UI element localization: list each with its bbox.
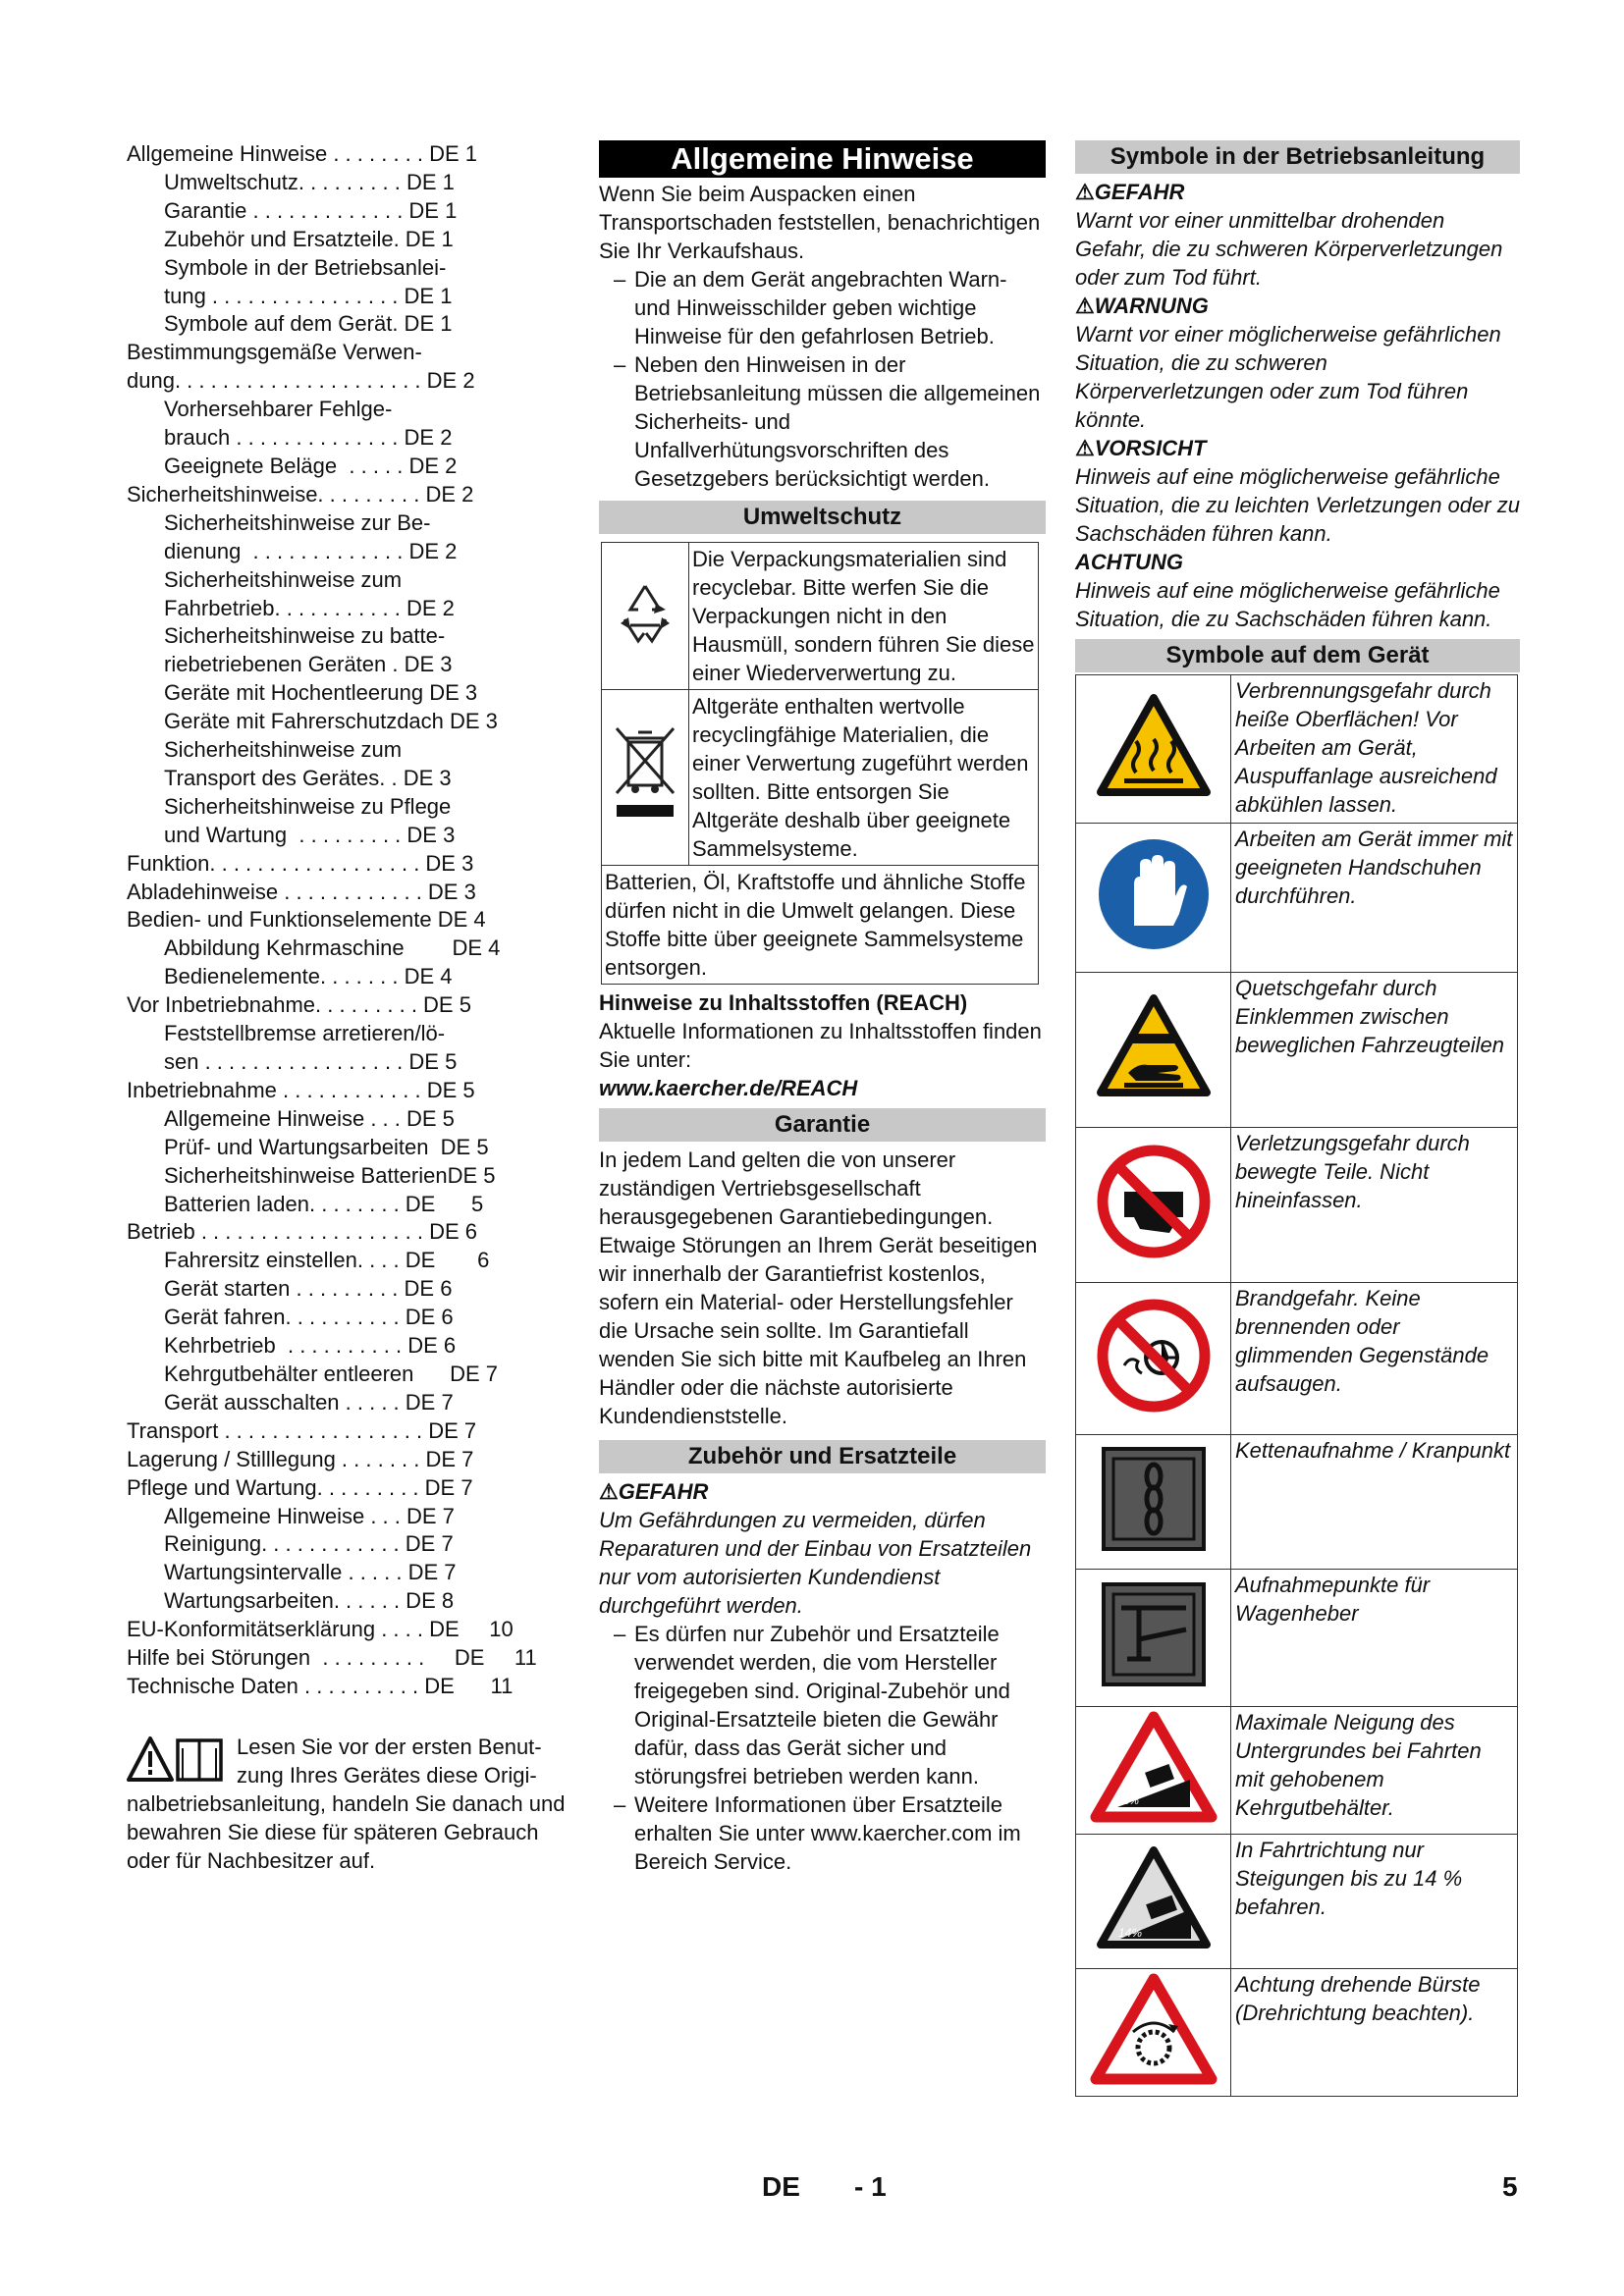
device-symbol-text: Kettenaufnahme / Kranpunkt — [1231, 1435, 1518, 1570]
toc-entry[interactable]: Symbole in der Betriebsanlei- — [164, 254, 447, 280]
hot-surface-icon — [1095, 692, 1213, 807]
section-title-warranty: Garantie — [599, 1108, 1046, 1142]
recycle-text: Die Verpackungsmaterialien sind recyclebar. Bitte werfen Sie die Verpackungen nicht in den Hausmüll, sondern führen Sie diese einer Wiederverwertung zu. — [689, 543, 1039, 690]
slope-label: 14% — [1117, 1925, 1142, 1940]
device-symbol-text: Verletzungsgefahr durch bewegte Teile. Nicht hineinfassen. — [1231, 1128, 1518, 1283]
environment-table — [601, 542, 1039, 985]
no-burning-objects-icon — [1095, 1297, 1213, 1421]
device-symbol-row — [1076, 1969, 1518, 2097]
toc-entry[interactable]: Kehrgutbehälter entleeren DE 7 — [164, 1361, 498, 1386]
device-symbol-icon-cell — [1076, 1835, 1231, 1969]
toc-entry[interactable]: Allgemeine Hinweise . . . DE 7 — [164, 1503, 455, 1528]
footer-language: DE — [762, 2171, 800, 2202]
read-note-line2: zung Ihres Gerätes diese Origi- — [237, 1762, 537, 1788]
toc-entry[interactable]: EU-Konformitätserklärung . . . . DE 10 — [127, 1617, 514, 1642]
toc-entry[interactable]: Gerät ausschalten . . . . . DE 7 — [164, 1389, 454, 1415]
toc-entry[interactable]: Technische Daten . . . . . . . . . . DE 11 — [127, 1673, 514, 1698]
device-symbol-text: Maximale Neigung des Untergrundes bei Fahrten mit gehobenem Kehrgutbehälter. — [1231, 1707, 1518, 1835]
toc-entry[interactable]: Betrieb . . . . . . . . . . . . . . . . . . . DE 6 — [127, 1219, 477, 1245]
toc-entry[interactable]: Reinigung. . . . . . . . . . . . DE 7 — [164, 1531, 454, 1557]
device-symbol-row — [1076, 973, 1518, 1128]
warranty-text: In jedem Land gelten die von unserer zuständigen Vertriebsgesellschaft herausgegebenen Garantiebedingungen. Etwaige Störungen an Ihrem Gerät beseitigen wir innerhalb der Garantiefrist kostenlos, sofern ein Material- oder Herstellungsfehler die Ursache sein sollte. Im Garantiefall wenden Sie sich bitte mit Kaufbeleg an Ihren Händler oder die nächste autorisierte Kundendienststelle. — [599, 1148, 1038, 1428]
device-symbol-icon-cell — [1076, 1707, 1231, 1835]
toc-entry[interactable]: Wartungsarbeiten. . . . . . DE 8 — [164, 1588, 455, 1614]
rotating-brush-icon — [1090, 1973, 1218, 2093]
warning-book-icon — [127, 1735, 225, 1786]
toc-entry[interactable]: Geräte mit Hochentleerung DE 3 — [164, 680, 478, 706]
footer-page-sub: - 1 — [854, 2171, 887, 2202]
symbol-label-vorsicht: ⚠VORSICHT — [1075, 436, 1207, 460]
device-symbol-text: In Fahrtrichtung nur Steigungen bis zu 14 % befahren. — [1231, 1835, 1518, 1969]
toc-entry[interactable]: Umweltschutz. . . . . . . . . DE 1 — [164, 169, 455, 194]
toc-entry[interactable]: Vor Inbetriebnahme. . . . . . . . . DE 5 — [127, 992, 471, 1018]
manual-symbols-list — [1075, 178, 1520, 633]
toc-entry[interactable]: Bestimmungsgemäße Verwen- — [127, 340, 422, 365]
toc-entry[interactable]: Symbole auf dem Gerät. DE 1 — [164, 311, 453, 337]
recycle-icon — [611, 578, 679, 647]
toc-entry[interactable]: Batterien laden. . . . . . . . DE 5 — [164, 1191, 484, 1216]
device-symbol-row — [1076, 1435, 1518, 1570]
battery-text: Batterien, Öl, Kraftstoffe und ähnliche Stoffe dürfen nicht in die Umwelt gelangen. Diese Stoffe bitte über geeignete Sammelsysteme entsorgen. — [602, 866, 1039, 985]
toc-entry[interactable]: Gerät fahren. . . . . . . . . . DE 6 — [164, 1305, 454, 1330]
weee-text: Altgeräte enthalten wertvolle recyclingfähige Materialien, die einer Verwertung zugeführt werden sollten. Bitte entsorgen Sie Altgeräte deshalb über geeignete Sammelsysteme. — [689, 690, 1039, 866]
device-symbol-text: Achtung drehende Bürste (Drehrichtung beachten). — [1231, 1969, 1518, 2097]
accessories-item-1: – Es dürfen nur Zubehör und Ersatzteile verwendet werden, die vom Hersteller freigegeben sind. Original-Zubehör und Original-Ersatzteile bieten die Gewähr dafür, dass das Gerät sicher und störungsfrei betrieben werden kann. — [614, 1622, 1010, 1789]
device-symbol-icon-cell — [1076, 1969, 1231, 2097]
reach-title: Hinweise zu Inhaltsstoffen (REACH) — [599, 990, 968, 1015]
slope-14-icon — [1095, 1844, 1213, 1959]
toc-entry[interactable]: Kehrbetrieb . . . . . . . . . . DE 6 — [164, 1333, 457, 1359]
toc-entry[interactable]: Sicherheitshinweise zum — [164, 737, 403, 763]
toc-entry[interactable]: Allgemeine Hinweise . . . DE 5 — [164, 1105, 455, 1131]
device-symbol-text: Quetschgefahr durch Einklemmen zwischen beweglichen Fahrzeugteilen — [1231, 973, 1518, 1128]
max-incline-icon — [1090, 1711, 1218, 1831]
section-title-device-symbols: Symbole auf dem Gerät — [1075, 639, 1520, 672]
device-symbol-row — [1076, 1283, 1518, 1435]
device-symbol-icon-cell — [1076, 675, 1231, 824]
toc-entry[interactable]: Fahrersitz einstellen. . . . DE 6 — [164, 1248, 490, 1273]
toc-entry[interactable]: Bedienelemente. . . . . . . DE 4 — [164, 964, 453, 989]
symbol-description: Warnt vor einer unmittelbar drohenden Gefahr, die zu schweren Körperverletzungen oder zum Tod führt. — [1075, 208, 1503, 290]
reach-text: Aktuelle Informationen zu Inhaltsstoffen finden Sie unter: — [599, 1019, 1042, 1072]
recycle-cell — [602, 543, 689, 690]
toc-entry[interactable]: Transport des Gerätes. . DE 3 — [164, 765, 452, 790]
device-symbol-icon-cell — [1076, 1435, 1231, 1570]
toc-entry[interactable]: Sicherheitshinweise zum — [164, 566, 403, 592]
read-note-line1: Lesen Sie vor der ersten Benut- — [237, 1734, 542, 1759]
toc-entry[interactable]: brauch . . . . . . . . . . . . . . DE 2 — [164, 425, 453, 451]
toc-entry[interactable]: Fahrbetrieb. . . . . . . . . . . DE 2 — [164, 595, 455, 620]
toc-entry[interactable]: dung. . . . . . . . . . . . . . . . . . . . . DE 2 — [127, 368, 475, 394]
symbol-label-achtung: ACHTUNG — [1075, 550, 1183, 574]
symbol-label-warnung: ⚠WARNUNG — [1075, 294, 1209, 318]
toc-list — [127, 140, 568, 1701]
section-title-general: Allgemeine Hinweise — [599, 140, 1046, 178]
symbol-description: Warnt vor einer möglicherweise gefährlichen Situation, die zu schweren Körperverletzungen oder zum Tod führen könnte. — [1075, 322, 1501, 432]
warning-triangle-icon: ⚠ — [1075, 436, 1095, 460]
toc-entry[interactable]: Sicherheitshinweise. . . . . . . . . DE 2 — [127, 481, 474, 507]
column-middle — [599, 140, 1046, 1876]
warning-triangle-icon: ⚠ — [1075, 180, 1095, 204]
jack-point-icon — [1100, 1580, 1208, 1695]
read-manual-icons — [127, 1735, 225, 1786]
toc-entry[interactable]: Zubehör und Ersatzteile. DE 1 — [164, 226, 454, 251]
read-manual-note — [127, 1733, 568, 1875]
table-of-contents — [127, 140, 568, 1875]
device-symbol-icon-cell — [1076, 973, 1231, 1128]
chain-hook-icon — [1100, 1445, 1208, 1560]
footer-page-number: 5 — [1502, 2171, 1518, 2202]
toc-entry[interactable]: Geeignete Beläge . . . . . DE 2 — [164, 453, 458, 478]
toc-entry[interactable]: Inbetriebnahme . . . . . . . . . . . . DE 5 — [127, 1077, 475, 1102]
toc-entry[interactable]: Lagerung / Stilllegung . . . . . . . DE 7 — [127, 1446, 474, 1471]
no-reach-moving-parts-icon — [1095, 1143, 1213, 1267]
toc-entry[interactable]: Hilfe bei Störungen . . . . . . . . . DE 11 — [127, 1645, 537, 1671]
toc-entry[interactable]: Garantie . . . . . . . . . . . . . DE 1 — [164, 197, 458, 223]
accessories-item-2: – Weitere Informationen über Ersatzteile erhalten Sie unter www.kaercher.com im Bereich Service. — [614, 1792, 1021, 1874]
symbol-label-gefahr: ⚠GEFAHR — [1075, 180, 1185, 204]
warning-triangle-icon: ⚠ — [1075, 294, 1095, 318]
toc-entry[interactable]: Transport . . . . . . . . . . . . . . . . . DE 7 — [127, 1417, 477, 1443]
gloves-icon — [1095, 835, 1213, 960]
warning-triangle-icon: ⚠ — [599, 1479, 619, 1504]
toc-entry[interactable]: Sicherheitshinweise BatterienDE 5 — [164, 1162, 496, 1188]
toc-entry[interactable]: Pflege und Wartung. . . . . . . . . DE 7 — [127, 1474, 473, 1500]
weee-cell — [602, 690, 689, 866]
toc-entry[interactable]: Abladehinweise . . . . . . . . . . . . DE 3 — [127, 879, 476, 904]
toc-entry[interactable]: Allgemeine Hinweise . . . . . . . . DE 1 — [127, 141, 478, 166]
device-symbol-row — [1076, 675, 1518, 824]
toc-entry[interactable]: Sicherheitshinweise zu batte- — [164, 623, 446, 649]
toc-entry[interactable]: Gerät starten . . . . . . . . . DE 6 — [164, 1276, 453, 1302]
device-symbol-row — [1076, 1707, 1518, 1835]
toc-entry[interactable]: und Wartung . . . . . . . . . DE 3 — [164, 822, 456, 847]
symbol-description: Hinweis auf eine möglicherweise gefährliche Situation, die zu leichten Verletzungen oder zu Sachschäden führen kann. — [1075, 464, 1520, 546]
device-symbol-text: Brandgefahr. Keine brennenden oder glimmenden Gegenstände aufsaugen. — [1231, 1283, 1518, 1435]
device-symbol-icon-cell — [1076, 1283, 1231, 1435]
general-intro: Wenn Sie beim Auspacken einen Transportschaden feststellen, benachrichtigen Sie Ihr Verkaufshaus. — [599, 182, 1041, 263]
device-symbol-icon-cell — [1076, 1128, 1231, 1283]
device-symbol-text: Arbeiten am Gerät immer mit geeigneten Handschuhen durchführen. — [1231, 824, 1518, 973]
toc-entry[interactable]: Feststellbremse arretieren/lö- — [164, 1021, 446, 1046]
general-item-1: – Die an dem Gerät angebrachten Warn- und Hinweisschilder geben wichtige Hinweise für den gefahrlosen Betrieb. — [614, 267, 1007, 348]
toc-entry[interactable]: Abbildung Kehrmaschine DE 4 — [164, 935, 501, 961]
general-item-2: – Neben den Hinweisen in der Betriebsanleitung müssen die allgemeinen Sicherheits- und Unfallverhütungsvorschriften des Gesetzgebers berücksichtigt werden. — [614, 352, 1041, 491]
device-symbol-row — [1076, 1128, 1518, 1283]
toc-entry[interactable]: Sicherheitshinweise zu Pflege — [164, 793, 452, 819]
toc-entry[interactable]: Funktion. . . . . . . . . . . . . . . . . . DE 3 — [127, 850, 474, 876]
toc-entry[interactable]: riebetriebenen Geräten . DE 3 — [164, 652, 453, 677]
accessories-danger-label: ⚠GEFAHR — [599, 1479, 709, 1504]
toc-entry[interactable]: tung . . . . . . . . . . . . . . . . DE 1 — [164, 283, 453, 308]
toc-entry[interactable]: dienung . . . . . . . . . . . . . DE 2 — [164, 538, 458, 563]
crossed-bin-icon — [611, 721, 679, 828]
read-note-rest: nalbetriebsanleitung, handeln Sie danach und bewahren Sie diese für späteren Gebrauch oder für Nachbesitzer auf. — [127, 1790, 566, 1873]
crush-hand-icon — [1095, 992, 1213, 1107]
section-title-manual-symbols: Symbole in der Betriebsanleitung — [1075, 140, 1520, 174]
column-right — [1075, 140, 1520, 2097]
device-symbol-text: Verbrennungsgefahr durch heiße Oberflächen! Vor Arbeiten am Gerät, Auspuffanlage ausreichend abkühlen lassen. — [1231, 675, 1518, 824]
accessories-danger-text: Um Gefährdungen zu vermeiden, dürfen Reparaturen und der Einbau von Ersatzteilen nur vom autorisierten Kundendienst durchgeführt werden. — [599, 1508, 1032, 1618]
toc-entry[interactable]: Bedien- und Funktionselemente DE 4 — [127, 907, 486, 933]
device-symbol-row — [1076, 1835, 1518, 1969]
toc-entry[interactable]: Wartungsintervalle . . . . . DE 7 — [164, 1560, 457, 1585]
device-symbol-icon-cell — [1076, 824, 1231, 973]
device-symbol-icon-cell — [1076, 1570, 1231, 1707]
device-symbol-row — [1076, 1570, 1518, 1707]
toc-entry[interactable]: sen . . . . . . . . . . . . . . . . . DE 5 — [164, 1049, 458, 1074]
reach-link[interactable]: www.kaercher.de/REACH — [599, 1076, 858, 1100]
device-symbol-text: Aufnahmepunkte für Wagenheber — [1231, 1570, 1518, 1707]
section-title-environment: Umweltschutz — [599, 501, 1046, 534]
section-title-accessories: Zubehör und Ersatzteile — [599, 1440, 1046, 1473]
toc-entry[interactable]: Vorhersehbarer Fehlge- — [164, 397, 393, 422]
device-symbol-row — [1076, 824, 1518, 973]
toc-entry[interactable]: Prüf- und Wartungsarbeiten DE 5 — [164, 1134, 489, 1159]
incline-label: 8% — [1122, 1794, 1139, 1807]
toc-entry[interactable]: Sicherheitshinweise zur Be- — [164, 509, 431, 535]
symbol-description: Hinweis auf eine möglicherweise gefährliche Situation, die zu Sachschäden führen kann. — [1075, 578, 1500, 631]
toc-entry[interactable]: Geräte mit Fahrerschutzdach DE 3 — [164, 709, 498, 734]
device-symbols-table — [1075, 674, 1518, 2097]
